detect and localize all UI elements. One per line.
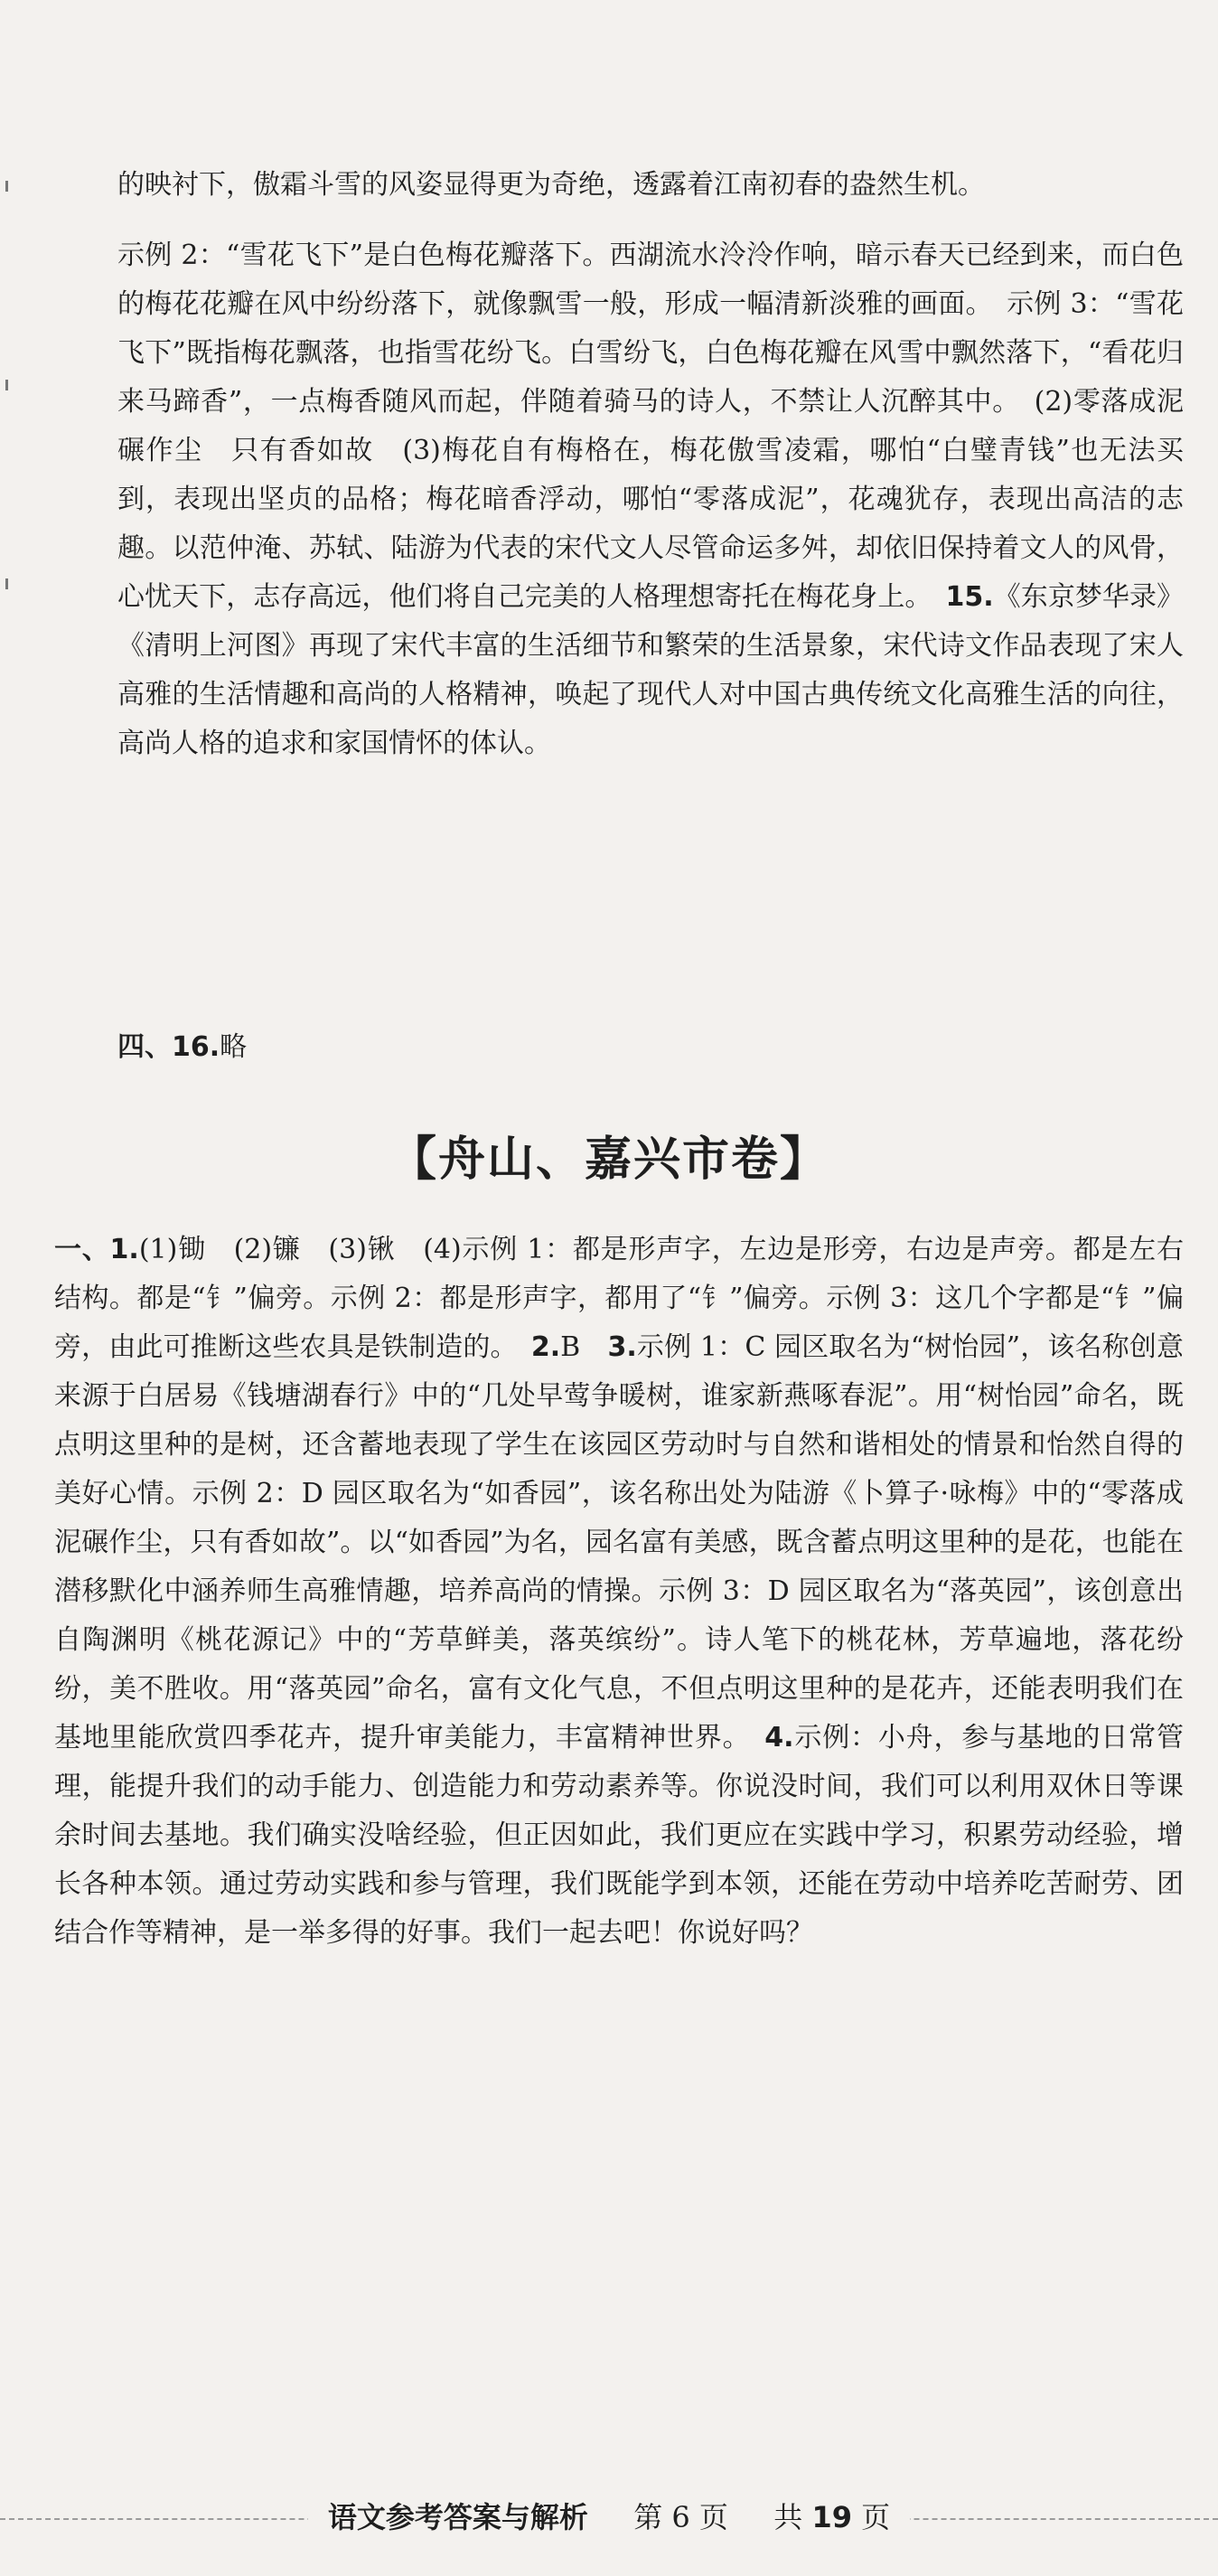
answer-text: (1)锄 (2)镰 (3)锹 (4)示例 1：都是形声字，左边是形旁，右边是声旁。都是左右结构。都是“钅”偏旁。示例 2：都是形声字，都用了“钅”偏旁。示例 3：这几个字都是“钅”偏旁，由此可推断这些农具是铁制造的。 — [54, 1234, 1184, 1363]
binding-mark — [5, 380, 8, 390]
answer-text: B — [560, 1331, 608, 1363]
section-heading: 【舟山、嘉兴市卷】 — [389, 1133, 829, 1187]
page-number: 6 — [671, 2500, 690, 2534]
question-number: 四、16. — [117, 1031, 220, 1063]
answer-text: 示例：小舟，参与基地的日常管理，能提升我们的动手能力、创造能力和劳动素养等。你说没时间，我们可以利用双休日等课余时间去基地。我们确实没啥经验，但正因如此，我们更应在实践中学习，积累劳动经验，增长各种本领。通过劳动实践和参与管理，我们既能学到本领，还能在劳动中培养吃苦耐劳、团结合作等精神，是一举多得的好事。我们一起去吧！你说好吗？ — [54, 1722, 1185, 1949]
answer-text: 示例 1：C 园区取名为“树怡园”，该名称创意来源于白居易《钱塘湖春行》中的“几处早莺争暖树，谁家新燕啄春泥”。用“树怡园”命名，既点明这里种的是树，还含蓄地表现了学生在该园区劳动时与自然和谐相处的情景和怡然自得的美好心情。示例 2：D 园区取名为“如香园”，该名称出处为陆游《卜算子·咏梅》中的“零落成泥碾作尘，只有香如故”。以“如香园”为名，园名富有美感，既含蓄点明这里种的是花，也能在潜移默化中涵养师生高雅情趣，培养高尚的情操。示例 3：D 园区取名为“落英园”，该创意出自陶渊明《桃花源记》中的“芳草鲜美，落英缤纷”。诗人笔下的桃花林，芳草遍地，落花纷纷，美不胜收。用“落英园”命名，富有文化气息，不但点明这里种的是花卉，还能表明我们在基地里能欣赏四季花卉，提升审美能力，丰富精神世界。 — [54, 1331, 1185, 1753]
total-unit: 页 — [861, 2500, 891, 2534]
paragraph-continuation — [117, 161, 1184, 210]
paragraph-text: 示例 2：“雪花飞下”是白色梅花瓣落下。西湖流水泠泠作响，暗示春天已经到来，而白色的梅花花瓣在风中纷纷落下，就像飘雪一般，形成一幅清新淡雅的画面。 示例 3：“雪花飞下”既指梅花飘落，也指雪花纷飞。白雪纷飞，白色梅花瓣在风雪中飘然落下，“看花归来马蹄香”，一点梅香随风而起，伴随着骑马的诗人，不禁让人沉醉其中。 (2)零落成泥碾作尘 只有香如故 (3)梅花自有梅格在，梅花傲雪凌霜，哪怕“白璧青钱”也无法买到，表现出坚贞的品格；梅花暗香浮动，哪怕“零落成泥”，花魂犹存，表现出高洁的志趣。以范仲淹、苏轼、陆游为代表的宋代文人尽管命运多舛，却依旧保持着文人的风骨，心忧天下，志存高远，他们将自己完美的人格理想寄托在梅花身上。 — [117, 240, 1184, 613]
question-number: 一、1. — [54, 1234, 139, 1265]
paragraph-section-one — [54, 1226, 1184, 1958]
page-footer — [0, 2495, 1218, 2540]
total-prefix: 共 — [773, 2500, 803, 2534]
question-number: 4. — [764, 1722, 794, 1753]
question-number: 2. — [530, 1331, 561, 1363]
paragraph-examples — [117, 231, 1184, 768]
page-prefix: 第 — [633, 2500, 663, 2534]
footer-title: 语文参考答案与解析 — [327, 2500, 588, 2534]
binding-mark — [5, 578, 8, 589]
paragraph-section-four — [117, 1023, 1184, 1072]
paragraph-text: 的映衬下，傲霜斗雪的风姿显得更为奇绝，透露着江南初春的盎然生机。 — [117, 169, 985, 201]
binding-mark — [5, 181, 8, 192]
paragraph-text: 《东京梦华录》《清明上河图》再现了宋代丰富的生活细节和繁荣的生活景象，宋代诗文作品表现了宋人高雅的生活情趣和高尚的人格精神，唤起了现代人对中国古典传统文化高雅生活的向往，高尚人格的追求和家国情怀的体认。 — [117, 581, 1185, 759]
page-unit: 页 — [698, 2500, 728, 2534]
question-number: 3. — [607, 1331, 637, 1363]
total-pages: 19 — [811, 2500, 852, 2534]
answer-text: 略 — [220, 1031, 248, 1063]
question-number: 15. — [945, 581, 994, 613]
